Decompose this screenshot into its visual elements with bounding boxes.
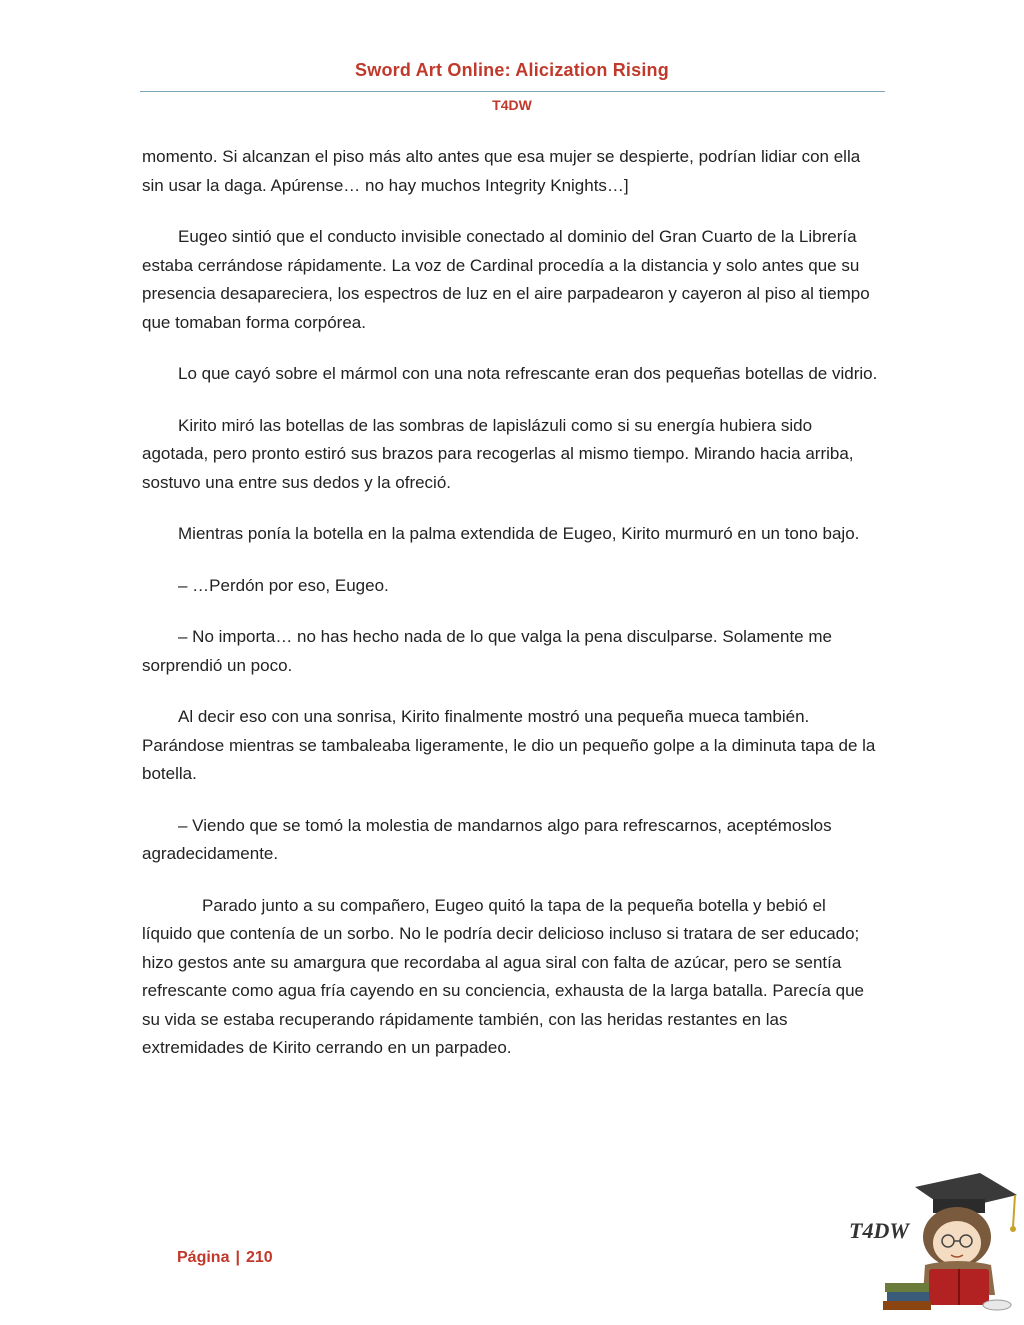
page-separator: | [235, 1249, 240, 1266]
paragraph: – Viendo que se tomó la molestia de mandarnos algo para refrescarnos, aceptémoslos agradecidamente. [142, 815, 832, 863]
paragraph: Kirito miró las botellas de las sombras de lapislázuli como si su energía hubiera sido agotada, pero pronto estiró sus brazos para recogerlas al mismo tiempo. Mirando hacia arriba, sostuvo una entre sus dedos y la ofreció. [142, 415, 854, 492]
document-subtitle: T4DW [492, 97, 532, 113]
logo-text: T4DW [849, 1218, 909, 1243]
paragraph: Mientras ponía la botella en la palma extendida de Eugeo, Kirito murmuró en un tono bajo. [178, 524, 860, 543]
page-body [142, 143, 880, 1086]
paragraph: Parado junto a su compañero, Eugeo quitó la tapa de la pequeña botella y bebió el líquido que contenía de un sorbo. No le podría decir delicioso incluso si tratara de ser educado; hizo gestos ante su amargura que recordaba al agua siral con falta de azúcar, pero se sentía refrescante como agua fría cayendo en su conciencia, exhausta de la larga batalla. Parecía que su vida se estaba recuperando rápidamente también, con las heridas restantes en las extremidades de Kirito cerrando en un parpadeo. [142, 895, 865, 1057]
paragraph: momento. Si alcanzan el piso más alto antes que esa mujer se despierte, podrían lidiar con ella sin usar la daga. Apúrense… no hay muchos Integrity Knights…] [142, 147, 861, 195]
page-footer [177, 1249, 273, 1267]
paragraph: – …Perdón por eso, Eugeo. [178, 575, 389, 595]
page-number: 210 [245, 1249, 273, 1266]
paragraph: Lo que cayó sobre el mármol con una nota refrescante eran dos pequeñas botellas de vidrio. [178, 364, 878, 383]
paragraph: Eugeo sintió que el conducto invisible conectado al dominio del Gran Cuarto de la Librería estaba cerrándose rápidamente. La voz de Cardinal procedía a la distancia y solo antes que su presencia desapareciera, los espectros de luz en el aire parpadearon y cayeron al piso al tiempo que tomaban forma corpórea. [142, 227, 870, 332]
paragraph: – No importa… no has hecho nada de lo que valga la pena disculparse. Solamente me sorprendió un poco. [142, 627, 832, 675]
page-label: Página [177, 1249, 230, 1266]
header-divider [140, 91, 885, 92]
document-title: Sword Art Online: Alicization Rising [355, 60, 669, 80]
paragraph: Al decir eso con una sonrisa, Kirito finalmente mostró una pequeña mueca también. Parándose mientras se tambaleaba ligeramente, le dio un pequeño golpe a la diminuta tapa de la botella. [142, 707, 876, 783]
